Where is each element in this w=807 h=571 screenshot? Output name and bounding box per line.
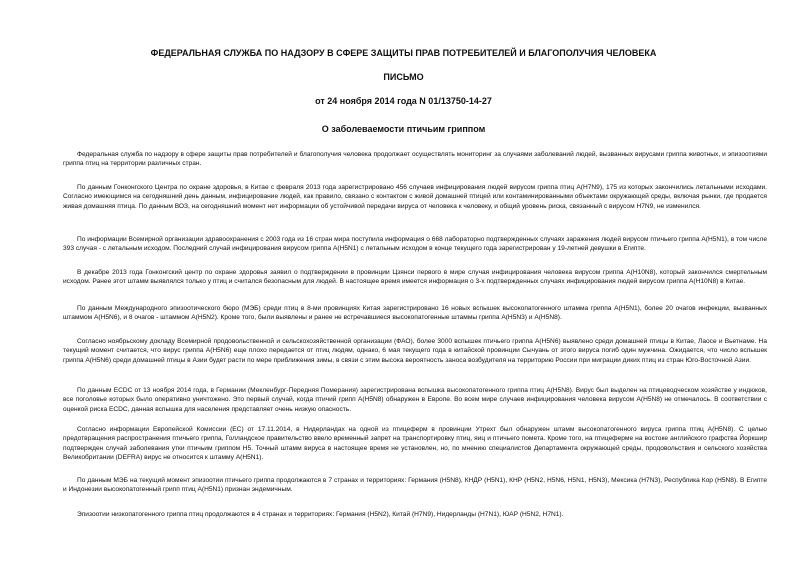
paragraph: По информации Всемирной организации здравоохранения с 2003 года из 16 стран мира поступила информация о 668 лабораторно подтвержденных случаях заражения людей вирусом птичьего гриппа А(Н5N1), в том числе 393 случая - с летальным исходом. Последний случай инфицирования вирусом гриппа А(Н5N1) с летальным исходом в конце текущего года зарегистрирован у 19-летней девушки в Египте. xyxy=(63,236,767,253)
paragraph: По данным Гонконгского Центра по охране здоровья, в Китае с февраля 2013 года зарегистрировано 456 случаев инфицирования людей вирусом гриппа птиц А(Н7N9), 175 из которых закончились летальными исходами. Согласно имеющимся на сегодняшний день данным, инфицирование людей, как правило, связано с контактом с живой домашней птицей или контаминированными объектами окружающей среды, включая рынки, где продается живая домашняя птица. По данным ВОЗ, на сегодняшний момент нет информации об устойчивой передачи вируса от человека к человеку, и общий уровень риска, связанный с вирусом Н7N9, не изменился. xyxy=(63,184,767,210)
paragraph: Эпизоотии низкопатогенного гриппа птиц продолжаются в 4 странах и территориях: Германия (Н5N2), Китай (Н7N9), Нидерланды (Н7N1), ЮАР (Н5N2, Н7N1). xyxy=(77,511,564,518)
paragraph: Федеральная служба по надзору в сфере защиты прав потребителей и благополучия человека продолжает осуществлять мониторинг за случаями заболеваний людей, вызванных вирусами гриппа животных, и эпизоотиями гриппа птиц на территории различных стран. xyxy=(63,151,767,168)
paragraph: Согласно информации Европейской Комиссии (ЕС) от 17.11.2014, в Нидерландах на одной из птицеферм в провинции Утрехт был обнаружен штамм высокопатогенного вируса гриппа птиц А(Н5N8). С целью предотвращения распространения птичьего гриппа, Голландское правительство ввело временный запрет на транспортировку птиц, яиц и птичьего помета. Кроме того, на птицеферме на востоке английского графства Йоркшир подтвержден случай заболевания утки птичьим гриппом Н5. Точный штамм вируса в настоящее время не установлен, но, по мнению специалистов Департамента окружающей среды, продовольствия и сельского хозяйства Великобритании (DEFRA) вирус не относится к штамму А(Н5N1). xyxy=(63,426,767,462)
agency-heading: ФЕДЕРАЛЬНАЯ СЛУЖБА ПО НАДЗОРУ В СФЕРЕ ЗАЩИТЫ ПРАВ ПОТРЕБИТЕЛЕЙ И БЛАГОПОЛУЧИЯ ЧЕЛОВЕКА xyxy=(150,48,657,58)
paragraph: По данным ECDC от 13 ноября 2014 года, в Германии (Мекленбург-Передняя Померания) зарегистрирована вспышка высокопатогенного гриппа птиц А(Н5N8). Вирус был выделен на птицеводческом хозяйстве у индюков, все поголовье которых было оперативно уничтожено. Это первый случай, когда птичий грипп А(Н5N8) обнаружен в Европе. Во всем мире случаев инфицирования человека вирусом А(Н5N8) не отмечалось. В соответствии с оценкой риска ECDC, данная вспышка для населения представляет очень низкую опасность. xyxy=(63,387,767,413)
paragraph: По данным МЭБ на текущий момент эпизоотии птичьего гриппа продолжаются в 7 странах и территориях: Германия (Н5N8), КНДР (Н5N1), КНР (Н5N2, Н5N6, Н5N1, Н5N3), Мексика (Н7N3), Республика Кор (Н5N8). В Египте и Индонезии высокопатогенный грипп птиц А(Н5N1) признан эндемичным. xyxy=(63,477,767,494)
document-subject: О заболеваемости птичьим гриппом xyxy=(321,124,486,134)
document-type: ПИСЬМО xyxy=(383,72,424,82)
document-date-number: от 24 ноября 2014 года N 01/13750-14-27 xyxy=(315,96,492,106)
paragraph: В декабре 2013 года Гонконгский центр по охране здоровья заявил о подтверждении в провинции Цзянси первого в мире случая инфицирования человека вирусом гриппа А(Н10N8), который закончился смертельным исходом. Ранее этот штамм выявлялся только у птиц и считался безопасным для людей. В настоящее время имеется информация о 3-х подтвержденных случаях инфицирования людей вирусом гриппа А(Н10N8) в Китае. xyxy=(63,269,767,286)
paragraph: По данным Международного эпизоотического бюро (МЭБ) среди птиц в 8-ми провинциях Китая зарегистрировано 16 новых вспышек высокопатогенного штамма гриппа А(Н5N1), более 20 очагов инфекции, вызванных штаммом А(Н5N6), и 8 очагов - штаммом А(Н5N2). Кроме того, были выявлены и ранее не встречавшиеся высокопатогенные штаммы гриппа А(Н5N3) и А(Н5N8). xyxy=(63,305,767,322)
paragraph: Согласно ноябрьскому докладу Всемирной продовольственной и сельскохозяйственной организации (ФАО), более 3000 вспышек птичьего гриппа А(Н5N6) выявлено среди домашней птицы в Китае, Лаосе и Вьетнаме. На текущий момент считается, что вирус гриппа А(Н5N6) еще плохо передается от птиц людям, однако, 6 мая текущего года в китайской провинции Сычуань от этого вируса погиб один мужчина. Ожидается, что число вспышек гриппа А(Н5N6) среди домашней птицы в Азии будет расти по мере приближения зимы, в связи с этим высока вероятность заноса возбудителя на территорию России при миграции диких птиц из стран Юго-Восточной Азии. xyxy=(63,338,767,364)
